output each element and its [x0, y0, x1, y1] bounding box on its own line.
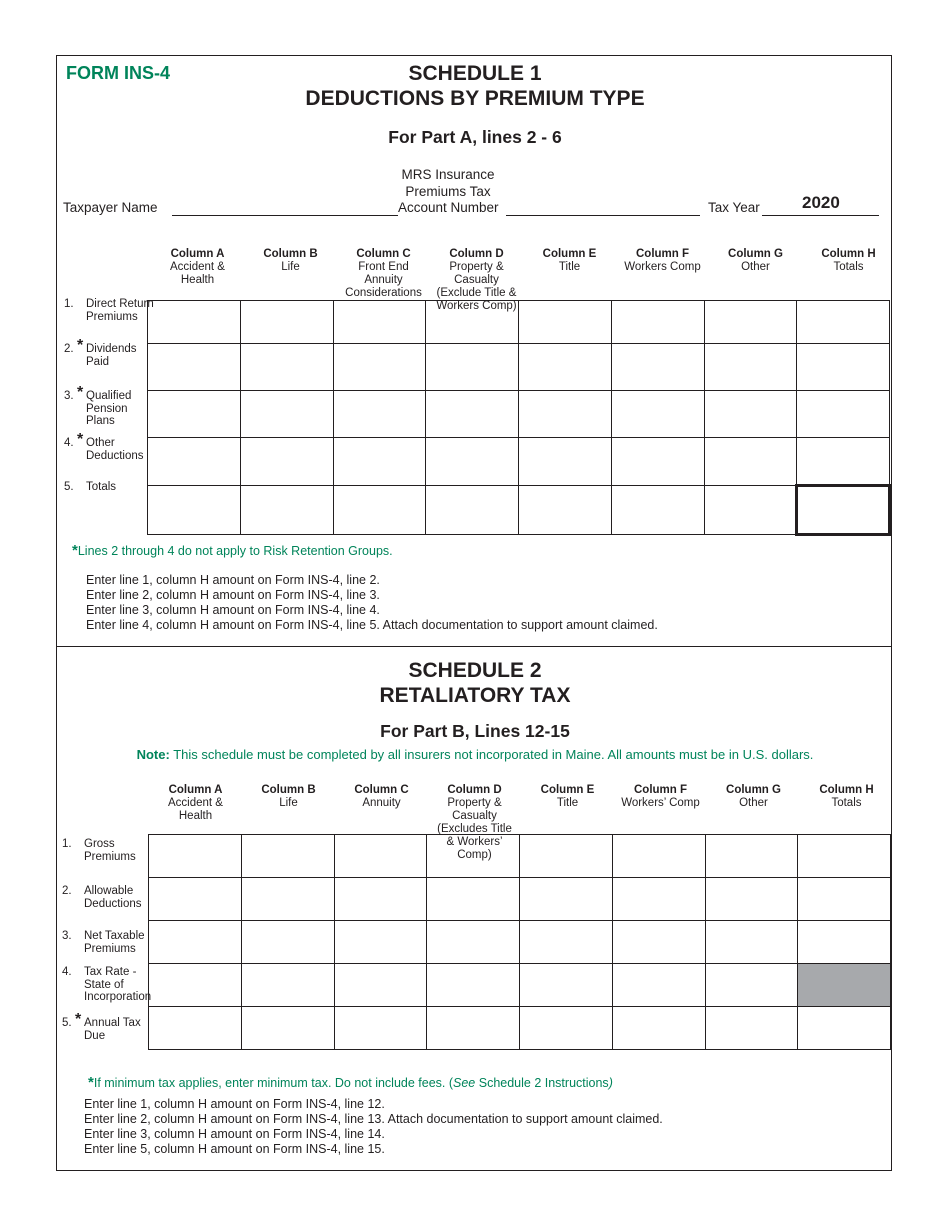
schedule2-entry-cell[interactable]: [798, 835, 891, 878]
schedule2-column-head: Column A: [168, 784, 223, 796]
schedule2-row-text: Gross Premiums: [84, 838, 136, 863]
schedule2-entry-cell[interactable]: [520, 878, 613, 921]
schedule1-column-head: Column B: [263, 248, 318, 260]
schedule1-entry-cell[interactable]: [240, 301, 333, 344]
schedule1-column-sub: Title: [558, 261, 581, 273]
schedule2-instruction-line: Enter line 5, column H amount on Form INS-4, line 15.: [84, 1142, 385, 1156]
schedule1-instruction-line: Enter line 3, column H amount on Form INS-4, line 4.: [86, 603, 380, 617]
tax-year-label: Tax Year: [708, 200, 760, 215]
schedule2-column-sub: Title: [556, 797, 579, 809]
schedule2-instruction-line: Enter line 1, column H amount on Form INS-4, line 12.: [84, 1097, 385, 1111]
schedule2-entry-cell[interactable]: [705, 921, 798, 964]
schedule1-entry-cell[interactable]: [704, 344, 797, 391]
schedule2-column-head: Column H: [819, 784, 874, 796]
schedule1-entry-cell[interactable]: [519, 486, 612, 535]
schedule2-title-line1: SCHEDULE 2: [408, 659, 542, 682]
schedule1-entry-cell[interactable]: [797, 438, 890, 486]
schedule2-footnote-star: *: [88, 1074, 94, 1091]
schedule1-entry-cell[interactable]: [148, 391, 241, 438]
schedule2-column-sub: Life: [279, 797, 298, 809]
schedule2-note-text: This schedule must be completed by all insurers not incorporated in Maine. All amounts must be in U.S. dollars.: [169, 747, 814, 762]
schedule1-entry-cell[interactable]: [797, 344, 890, 391]
schedule1-totals-cell[interactable]: [797, 486, 890, 535]
schedule1-entry-cell[interactable]: [611, 344, 704, 391]
schedule2-entry-cell[interactable]: [520, 921, 613, 964]
schedule1-column-header: [802, 248, 895, 274]
schedule2-footnote-a: If minimum tax applies, enter minimum tax. Do not include fees. (: [93, 1076, 454, 1090]
schedule2-entry-cell[interactable]: [705, 964, 798, 1007]
schedule1-entry-cell[interactable]: [426, 486, 519, 535]
schedule2-entry-cell[interactable]: [612, 964, 705, 1007]
schedule1-row-star: *: [77, 384, 84, 401]
account-number-field[interactable]: [506, 214, 700, 216]
schedule1-entry-cell[interactable]: [704, 486, 797, 535]
schedule1-table: [147, 300, 891, 536]
schedule2-entry-cell[interactable]: [612, 835, 705, 878]
schedule1-entry-cell[interactable]: [611, 301, 704, 344]
schedule1-entry-cell[interactable]: [333, 486, 426, 535]
schedule2-row-number: 5.: [62, 1017, 72, 1029]
schedule1-row-number: 3.: [64, 390, 74, 402]
schedule1-title-line1: SCHEDULE 1: [408, 62, 542, 85]
schedule2-column-head: Column B: [261, 784, 316, 796]
schedule2-entry-cell[interactable]: [427, 835, 520, 878]
schedule1-footnote-star: *: [72, 542, 78, 559]
schedule1-entry-cell[interactable]: [797, 301, 890, 344]
schedule2-footnote-c: ): [608, 1076, 613, 1090]
schedule2-table-row: [149, 835, 891, 878]
schedule2-column-header: [800, 784, 893, 810]
schedule1-row-star: *: [77, 431, 84, 448]
form-id: FORM INS-4: [66, 63, 171, 83]
schedule1-entry-cell[interactable]: [611, 391, 704, 438]
schedule1-row-text: Other Deductions: [86, 437, 144, 462]
schedule2-entry-cell[interactable]: [241, 1007, 334, 1050]
schedule1-entry-cell[interactable]: [240, 344, 333, 391]
schedule1-entry-cell[interactable]: [333, 391, 426, 438]
schedule2-column-head: Column E: [540, 784, 595, 796]
section-divider: [56, 646, 892, 647]
schedule2-table: [148, 834, 891, 1050]
schedule2-column-head: Column F: [633, 784, 688, 796]
schedule1-column-head: Column F: [635, 248, 690, 260]
schedule2-column-header: [707, 784, 800, 810]
schedule1-column-header: [523, 248, 616, 274]
schedule2-shaded-cell: [798, 964, 891, 1007]
schedule2-column-sub: Annuity: [362, 797, 401, 809]
schedule2-entry-cell[interactable]: [241, 878, 334, 921]
schedule2-footnote-see: See: [453, 1076, 476, 1090]
schedule1-instructions: [86, 573, 658, 633]
schedule2-entry-cell[interactable]: [334, 878, 427, 921]
tax-year-field[interactable]: [762, 214, 879, 216]
schedule1-entry-cell[interactable]: [704, 301, 797, 344]
schedule2-entry-cell[interactable]: [427, 878, 520, 921]
schedule1-row-star: *: [77, 337, 84, 354]
schedule2-entry-cell[interactable]: [241, 835, 334, 878]
schedule2-entry-cell[interactable]: [149, 878, 242, 921]
schedule2-row-number: 2.: [62, 885, 72, 897]
schedule2-entry-cell[interactable]: [612, 878, 705, 921]
schedule1-column-sub: Life: [281, 261, 300, 273]
schedule2-column-sub: Property & Casualty (Excludes Title & Workers’ Comp): [437, 797, 512, 861]
schedule1-row-number: 2.: [64, 343, 74, 355]
schedule2-row-number: 1.: [62, 838, 72, 850]
schedule1-column-header: [244, 248, 337, 274]
schedule2-entry-cell[interactable]: [241, 921, 334, 964]
schedule1-entry-cell[interactable]: [240, 486, 333, 535]
schedule1-row-text: Dividends Paid: [86, 343, 137, 368]
schedule2-entry-cell[interactable]: [241, 964, 334, 1007]
schedule1-entry-cell[interactable]: [333, 344, 426, 391]
schedule1-row-text: Qualified Pension Plans: [86, 390, 132, 427]
schedule1-subtitle: For Part A, lines 2 - 6: [388, 127, 562, 147]
schedule1-column-header: [151, 248, 244, 287]
schedule1-entry-cell[interactable]: [611, 486, 704, 535]
schedule2-row-text: Annual Tax Due: [84, 1017, 141, 1042]
schedule2-row-number: 3.: [62, 930, 72, 942]
schedule2-column-sub: Accident & Health: [168, 797, 223, 822]
schedule2-entry-cell[interactable]: [705, 835, 798, 878]
schedule2-column-head: Column G: [726, 784, 781, 796]
schedule2-column-sub: Workers’ Comp: [621, 797, 700, 809]
schedule2-row-number: 4.: [62, 966, 72, 978]
schedule1-column-sub: Accident & Health: [170, 261, 225, 286]
schedule2-column-header: [614, 784, 707, 810]
schedule2-column-head: Column C: [354, 784, 409, 796]
schedule2-column-sub: Other: [739, 797, 768, 809]
schedule1-column-sub: Workers Comp: [624, 261, 701, 273]
schedule1-table-row: [148, 486, 890, 535]
schedule1-column-sub: Property & Casualty (Exclude Title & Workers Comp): [436, 261, 517, 312]
schedule1-entry-cell[interactable]: [519, 391, 612, 438]
schedule2-row-text: Tax Rate - State of Incorporation: [84, 966, 152, 1003]
schedule2-note-label: Note:: [136, 747, 170, 762]
schedule2-entry-cell[interactable]: [705, 1007, 798, 1050]
schedule2-column-sub: Totals: [831, 797, 862, 809]
schedule2-table-row: [149, 1007, 891, 1050]
schedule2-entry-cell[interactable]: [149, 835, 242, 878]
schedule1-entry-cell[interactable]: [519, 301, 612, 344]
schedule2-instruction-line: Enter line 3, column H amount on Form INS-4, line 14.: [84, 1127, 385, 1141]
schedule1-column-head: Column D: [449, 248, 504, 260]
account-label-line2: Premiums Tax: [405, 184, 491, 199]
schedule2-entry-cell[interactable]: [427, 1007, 520, 1050]
schedule2-row-text: Net Taxable Premiums: [84, 930, 145, 955]
schedule2-table-row: [149, 964, 891, 1007]
schedule2-entry-cell[interactable]: [427, 964, 520, 1007]
schedule2-entry-cell[interactable]: [520, 835, 613, 878]
schedule1-entry-cell[interactable]: [240, 391, 333, 438]
schedule2-entry-cell[interactable]: [612, 1007, 705, 1050]
schedule1-instruction-line: Enter line 4, column H amount on Form INS-4, line 5. Attach documentation to support amount claimed.: [86, 618, 658, 632]
schedule2-entry-cell[interactable]: [705, 878, 798, 921]
schedule1-row-text: Direct Return Premiums: [86, 298, 154, 323]
schedule1-column-head: Column E: [542, 248, 597, 260]
schedule1-column-header: [709, 248, 802, 274]
schedule1-column-header: [337, 248, 430, 300]
schedule1-entry-cell[interactable]: [426, 301, 519, 344]
schedule2-column-header: [335, 784, 428, 810]
schedule1-entry-cell[interactable]: [148, 438, 241, 486]
schedule2-entry-cell[interactable]: [334, 964, 427, 1007]
schedule2-entry-cell[interactable]: [520, 1007, 613, 1050]
schedule1-table-row: [148, 344, 890, 391]
schedule2-table-row: [149, 878, 891, 921]
schedule1-column-sub: Front End Annuity Considerations: [345, 261, 422, 299]
schedule1-entry-cell[interactable]: [797, 391, 890, 438]
account-number-label: Account Number: [398, 200, 499, 215]
schedule1-row-number: 5.: [64, 481, 74, 493]
schedule1-entry-cell[interactable]: [240, 438, 333, 486]
schedule1-column-sub: Totals: [833, 261, 864, 273]
schedule1-column-head: Column A: [170, 248, 225, 260]
schedule1-entry-cell[interactable]: [333, 301, 426, 344]
schedule1-column-sub: Other: [741, 261, 770, 273]
schedule2-entry-cell[interactable]: [334, 921, 427, 964]
schedule2-column-header: [149, 784, 242, 823]
schedule2-entry-cell[interactable]: [798, 921, 891, 964]
schedule1-column-header: [616, 248, 709, 274]
taxpayer-name-field[interactable]: [172, 214, 398, 216]
schedule2-entry-cell[interactable]: [149, 964, 242, 1007]
schedule2-entry-cell[interactable]: [334, 1007, 427, 1050]
tax-year-value: 2020: [802, 193, 840, 212]
schedule2-entry-cell[interactable]: [149, 1007, 242, 1050]
schedule2-entry-cell[interactable]: [798, 1007, 891, 1050]
schedule2-row-text: Allowable Deductions: [84, 885, 142, 910]
schedule1-entry-cell[interactable]: [519, 438, 612, 486]
schedule2-column-header: [521, 784, 614, 810]
schedule1-column-head: Column H: [821, 248, 876, 260]
schedule2-column-head: Column D: [447, 784, 502, 796]
schedule2-entry-cell[interactable]: [427, 921, 520, 964]
schedule1-table-row: [148, 301, 890, 344]
schedule1-row-number: 4.: [64, 437, 74, 449]
schedule2-footnote-b: Schedule 2 Instructions: [475, 1076, 609, 1090]
schedule1-entry-cell[interactable]: [519, 344, 612, 391]
schedule1-table-row: [148, 391, 890, 438]
schedule1-entry-cell[interactable]: [148, 301, 241, 344]
schedule2-subtitle: For Part B, Lines 12-15: [380, 721, 570, 741]
schedule1-column-head: Column G: [728, 248, 783, 260]
schedule2-instructions: [84, 1097, 663, 1157]
schedule1-entry-cell[interactable]: [426, 391, 519, 438]
schedule1-entry-cell[interactable]: [148, 344, 241, 391]
schedule2-entry-cell[interactable]: [520, 964, 613, 1007]
schedule1-entry-cell[interactable]: [333, 438, 426, 486]
schedule2-instruction-line: Enter line 2, column H amount on Form INS-4, line 13. Attach documentation to support amount claimed.: [84, 1112, 663, 1126]
schedule1-entry-cell[interactable]: [148, 486, 241, 535]
schedule1-row-text: Totals: [86, 481, 117, 493]
schedule1-entry-cell[interactable]: [704, 391, 797, 438]
schedule2-entry-cell[interactable]: [334, 835, 427, 878]
schedule1-entry-cell[interactable]: [426, 344, 519, 391]
schedule2-entry-cell[interactable]: [798, 878, 891, 921]
schedule1-entry-cell[interactable]: [704, 438, 797, 486]
schedule2-title-line2: RETALIATORY TAX: [379, 684, 571, 707]
schedule2-row-star: *: [75, 1011, 82, 1028]
schedule2-entry-cell[interactable]: [149, 921, 242, 964]
schedule1-instruction-line: Enter line 1, column H amount on Form INS-4, line 2.: [86, 573, 380, 587]
schedule1-instruction-line: Enter line 2, column H amount on Form INS-4, line 3.: [86, 588, 380, 602]
schedule1-title-line2: DEDUCTIONS BY PREMIUM TYPE: [305, 87, 645, 110]
schedule1-footnote: Lines 2 through 4 do not apply to Risk Retention Groups.: [77, 544, 393, 558]
schedule1-entry-cell[interactable]: [611, 438, 704, 486]
account-label-line1: MRS Insurance: [401, 167, 495, 182]
schedule1-table-row: [148, 438, 890, 486]
schedule1-entry-cell[interactable]: [426, 438, 519, 486]
schedule2-table-row: [149, 921, 891, 964]
schedule2-entry-cell[interactable]: [612, 921, 705, 964]
schedule1-row-number: 1.: [64, 298, 74, 310]
taxpayer-name-label: Taxpayer Name: [63, 200, 158, 215]
schedule2-column-header: [242, 784, 335, 810]
schedule1-column-head: Column C: [356, 248, 411, 260]
